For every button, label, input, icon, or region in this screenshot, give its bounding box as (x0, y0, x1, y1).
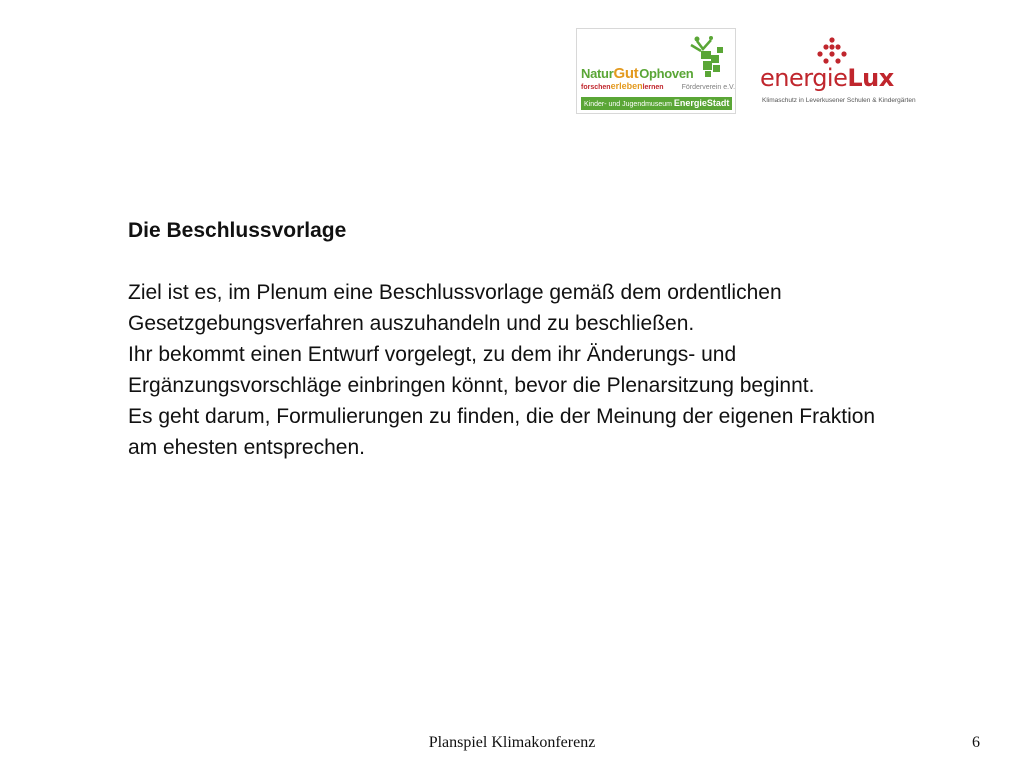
naturgut-logo (576, 28, 736, 114)
paragraph-wording: Es geht darum, Formulierungen zu finden, die der Meinung der eigenen Fraktion am ehesten entsprechen. (128, 405, 876, 459)
paragraph-goal: Ziel ist es, im Plenum eine Beschlussvorlage gemäß dem ordentlichen Gesetzgebungsverfahren auszuhandeln und zu beschließen. (128, 281, 782, 335)
spacer (128, 246, 908, 277)
naturgut-gut-text: Gut (613, 65, 639, 82)
slide-content (128, 215, 908, 463)
energielux-wordmark: energieLux (760, 64, 894, 92)
paragraph-draft: Ihr bekommt einen Entwurf vorgelegt, zu dem ihr Änderungs- und Ergänzungsvorschläge einbringen könnt, bevor die Plenarsitzung beginnt. (128, 343, 815, 397)
naturgut-slogan: forschenerlebenlernen Förderverein e.V. (581, 81, 736, 91)
footer-title: Planspiel Klimakonferenz (428, 734, 596, 751)
energielux-tagline: Klimaschutz in Leverkusener Schulen & Kindergärten (762, 97, 916, 104)
naturgut-name: NaturGut Ophoven (581, 65, 694, 82)
page-number: 6 (972, 734, 980, 751)
slide-heading: Die Beschlussvorlage (128, 219, 347, 242)
energielux-logo (760, 36, 916, 112)
naturgut-museum-bar: Kinder- und Jugendmuseum EnergieStadt (581, 97, 732, 110)
